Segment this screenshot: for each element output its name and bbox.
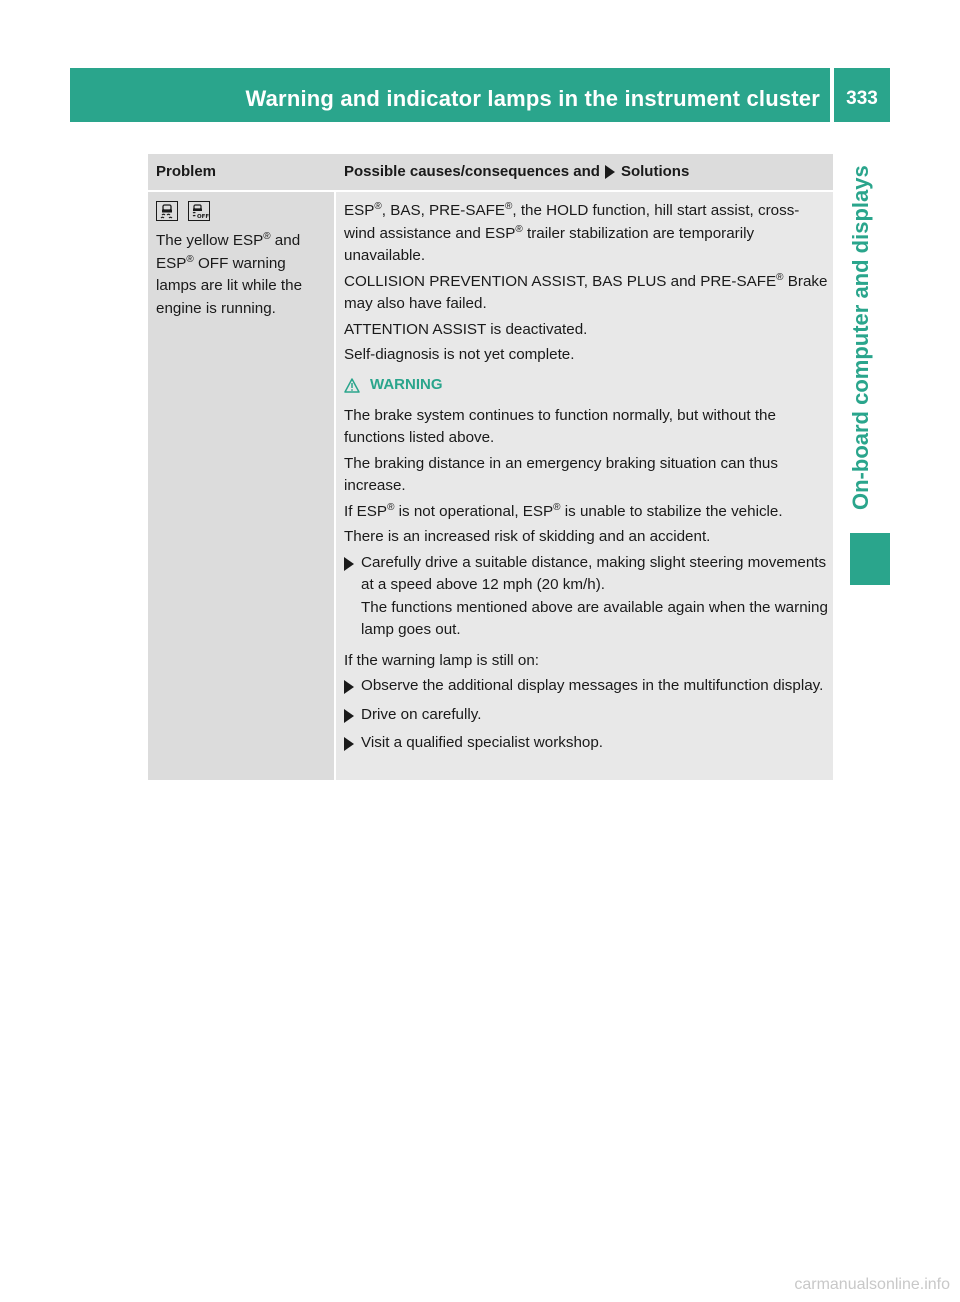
warning-text-3: If ESP® is not operational, ESP® is unable to stabilize the vehicle. xyxy=(344,501,783,520)
cause-paragraph-4: Self-diagnosis is not yet complete. xyxy=(344,346,575,363)
warning-triangle-icon xyxy=(344,378,360,393)
column-header-problem: Problem xyxy=(156,163,217,180)
problem-cell xyxy=(148,192,334,780)
causes-header-text: Possible causes/consequences and xyxy=(344,163,600,180)
page-header xyxy=(70,68,890,122)
warning-text-2: The braking distance in an emergency braking situation can thus increase. xyxy=(344,454,778,494)
action-step: Carefully drive a suitable distance, making slight steering movements at a speed above 12 mph (20 km/h). The functions mentioned above are available again when the warning lamp goes out. xyxy=(344,552,829,642)
cause-paragraph-1: ESP®, BAS, PRE-SAFE®, the HOLD function, hill start assist, cross-wind assistance and ESP® trailer stabilization are temporarily unavailable. xyxy=(344,200,800,264)
esp-warning-icon xyxy=(156,201,178,221)
problem-description: The yellow ESP® and ESP® OFF warning lamps are lit while the engine is running. xyxy=(156,230,303,317)
action-step: Drive on carefully. xyxy=(344,704,829,731)
step-arrow-icon xyxy=(344,552,361,642)
step-arrow-icon xyxy=(344,675,361,702)
page-number: 333 xyxy=(846,88,878,109)
action-step: Observe the additional display messages in the multifunction display. xyxy=(344,675,829,702)
chapter-tab-marker xyxy=(850,533,890,585)
esp-off-warning-icon xyxy=(188,201,210,221)
section-title: Warning and indicator lamps in the instrument cluster xyxy=(245,86,820,111)
cause-paragraph-2: COLLISION PREVENTION ASSIST, BAS PLUS and PRE-SAFE® Brake may also have failed. xyxy=(344,271,828,312)
chapter-tab-label: On-board computer and displays xyxy=(848,165,873,510)
lamp-icons xyxy=(156,200,328,222)
problem-solution-table xyxy=(148,154,833,780)
followup-paragraph: If the warning lamp is still on: xyxy=(344,651,539,669)
action-step: Visit a qualified specialist workshop. xyxy=(344,732,829,759)
step-arrow-icon xyxy=(344,732,361,759)
svg-text:OFF: OFF xyxy=(197,213,210,220)
column-header-causes xyxy=(344,154,689,190)
table-header xyxy=(148,154,833,190)
warning-text-1: The brake system continues to function normally, but without the functions listed above. xyxy=(344,406,776,446)
warning-heading xyxy=(344,375,829,397)
step-arrow-icon xyxy=(344,704,361,731)
cause-paragraph-3: ATTENTION ASSIST is deactivated. xyxy=(344,320,588,338)
footer-watermark: carmanualsonline.info xyxy=(794,1276,950,1293)
arrow-right-icon xyxy=(605,165,615,179)
causes-solutions-cell xyxy=(336,192,833,780)
solutions-header-text: Solutions xyxy=(620,163,690,180)
warning-text-4: There is an increased risk of skidding and an accident. xyxy=(344,528,711,545)
warning-label: WARNING xyxy=(370,376,443,394)
